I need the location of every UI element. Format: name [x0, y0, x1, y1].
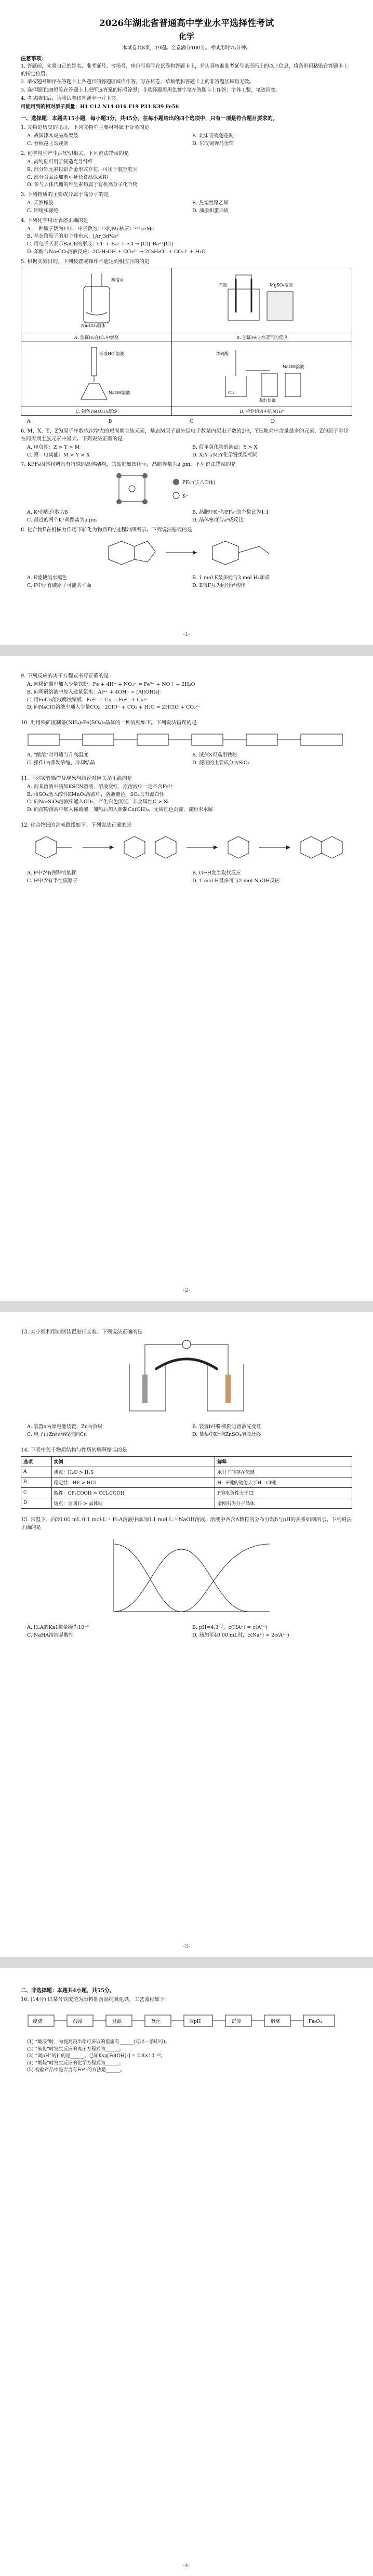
- flow-step: 废渣: [33, 2019, 43, 2025]
- cell-d: D. 检验溶液中的NH₄⁺: [172, 407, 352, 415]
- question-13: 13. 某小组利用如图装置进行实验。下列说法正确的是: [21, 1329, 143, 1335]
- exam-title: 2026年湖北省普通高中学业水平选择性考试: [99, 18, 274, 29]
- option: C. 向Na₂SiO₃溶液中通入CO₂，产生白色沉淀，非金属性C > Si: [27, 799, 169, 805]
- option: A. K⁺的配位数为8: [27, 509, 68, 516]
- label-hcl: 标准HCl溶液: [99, 351, 124, 357]
- legend-k: K⁺: [182, 494, 189, 500]
- page-number: -3-: [183, 1944, 190, 1950]
- label-conc-h2so4: 浓硫酸: [216, 351, 229, 357]
- q13-figure: [21, 1338, 352, 1421]
- atomic-masses: 可能用到的相对原子质量：H1 C12 N14 O16 F19 P31 K39 Fe56: [21, 103, 179, 110]
- notice-item: 2. 请按题号顺序在答题卡上各题目的答题区域内作答，写在试卷、草稿纸和答题卡上的非答题区域均无效。: [21, 79, 255, 85]
- table-cell: 熔点：金刚石 > 晶体硅: [51, 1498, 215, 1508]
- q8-figure: [21, 536, 352, 572]
- option: A. 高纯硅可用于制造光导纤维: [27, 159, 93, 165]
- cell-apparatus-diagram: [114, 1338, 259, 1421]
- option: A. 装置a为原电池装置，Zn为负极: [27, 1424, 103, 1430]
- question-14: 14. 下表中关于物质结构与性质的解释错误的是: [21, 1447, 127, 1453]
- option: B. 装置b中阳极附近溶液先变红: [192, 1424, 262, 1430]
- option: A. 向某溶液中滴加KSCN溶液，溶液变红，原溶液中一定不含Fe²⁺: [27, 783, 174, 790]
- label-cu: Cu: [228, 390, 234, 396]
- copper-acid-diagram: [215, 345, 309, 402]
- legend-pf6: PF₆⁻(正八面体): [182, 480, 216, 486]
- cell-a: A. 验证H₂在Cl₂中燃烧: [21, 333, 172, 342]
- option: B. G→H发生取代反应: [192, 870, 241, 876]
- option: D. X₂Y与M₂Y化学键类型相同: [192, 452, 258, 458]
- apparatus-a: [21, 268, 172, 333]
- option: B. 热塑性聚乙烯: [192, 200, 229, 206]
- page-number: -2-: [183, 1288, 190, 1293]
- table-cell: D: [21, 1498, 52, 1508]
- q16-part: (3) “调pH”的目的是______。已知Ksp[Fe(OH)₃] = 2.8×10⁻³⁹。: [27, 2054, 166, 2059]
- electrolysis-diagram: [218, 271, 306, 328]
- table-cell: A: [21, 1467, 52, 1477]
- option: B. 部分铝元素以铝合金形式存在，可用于航空航天: [27, 166, 138, 173]
- table-row: [21, 1467, 352, 1477]
- option: C. NaHA溶液显酸性: [27, 1632, 74, 1638]
- option: C. 电子由Zn经导线流向Cu: [27, 1431, 87, 1437]
- q10-flow: [21, 729, 352, 750]
- option: D. 苯酚与Na₂CO₃溶液反应：2C₆H₅OH + CO₃²⁻ → 2C₆H₅O⁻ + CO₂↑ + H₂O: [27, 249, 206, 255]
- label-naoh-d: NaOH溶液: [283, 364, 304, 370]
- flow-step: 氧化: [151, 2019, 161, 2025]
- table-cell: 酸性：CF₃COOH > CCl₃COOH: [51, 1487, 215, 1498]
- option: A. 天然橡胶: [27, 200, 54, 206]
- q16-part: (2) “氧化”时发生反应的离子方程式为______。: [27, 2046, 124, 2052]
- option: A. 一种质子数为115、中子数为173的Mc核素：²⁸⁸₁₁₅Mc: [27, 226, 154, 232]
- option: D. 东汉铜奔马金饰: [192, 141, 234, 147]
- question-9: 9. 下列反应的离子方程式书写正确的是: [21, 673, 109, 679]
- q12-options: [27, 870, 352, 885]
- cell-b: B. 验证Fe与水蒸气的反应: [172, 333, 352, 342]
- table-cell: 金刚石为分子晶体: [215, 1498, 352, 1508]
- option: A. F中含有两种官能团: [27, 870, 77, 876]
- option: C. 操作Ⅰ为蒸发浓缩、冷却结晶: [27, 760, 95, 766]
- molecule-conversion-diagram: [93, 536, 280, 572]
- table-header: 解释: [215, 1456, 352, 1467]
- label-distilled-water: 蒸馏水: [111, 278, 124, 283]
- table-row: [21, 1498, 352, 1508]
- cell-c: C. 制备Fe(OH)₂沉淀: [21, 407, 172, 415]
- notice-item: 4. 考试结束后，请将试卷和答题卡一并上交。: [21, 95, 121, 101]
- option: D. 盐桥中K⁺向ZnSO₄溶液迁移: [192, 1431, 261, 1437]
- table-cell: F的电负性大于Cl: [215, 1487, 352, 1498]
- question-5: 5. 根据实验目的，下列装置或操作不能达到相应目的的是: [21, 258, 150, 265]
- q3-options: [27, 200, 352, 215]
- page-number: -4-: [183, 2563, 190, 2569]
- flow-step: 酸浸: [73, 2019, 83, 2025]
- table-cell: 沸点：H₂O > H₂S: [51, 1467, 215, 1477]
- option: A. 电负性：Z > Y > M: [27, 444, 80, 450]
- table-cell: 稳定性：HF > HCl: [51, 1477, 215, 1487]
- page-number: -1-: [183, 632, 190, 637]
- question-7: 7. KPF₆固体材料具有特殊的晶体结构，其晶胞如图所示，晶胞参数为a pm。下列说法错误的是: [21, 462, 236, 468]
- option: B: [108, 418, 112, 424]
- option: C. 用FeCl₃溶液腐蚀铜板：Fe³⁺ + Cu = Fe²⁺ + Cu²⁺: [27, 697, 149, 703]
- option: C. 第一电离能：M > Y > X: [27, 452, 90, 458]
- option: D. 向NaClO溶液中通入少量CO₂：2ClO⁻ + CO₂ + H₂O = 2HClO + CO₃²⁻: [27, 704, 201, 711]
- question-15: 15. 常温下，向20.00 mL 0.1 mol·L⁻¹ H₂A溶液中滴加0.1 mol·L⁻¹ NaOH溶液，溶液中各含A微粒的分布分数δ与pH的关系如图所示。下列说法正确的是: [21, 1516, 352, 1531]
- notice-item: 3. 选择题用2B铅笔在答题卡上把所选答案的标号涂黑；非选择题用黑色签字笔在答题卡上作答；字体工整，笔迹清楚。: [21, 87, 281, 94]
- notice-heading: 注意事项：: [21, 56, 47, 62]
- flow-step: 调pH: [189, 2019, 201, 2025]
- q7-options: [27, 509, 352, 524]
- option: C: [190, 418, 194, 424]
- option: A. “酸溶”时可适当升高温度: [27, 752, 88, 759]
- q1-options: [27, 133, 352, 148]
- q8-options: [27, 574, 352, 590]
- page-3: [0, 1312, 373, 1957]
- option: C. F中所有碳原子可能共平面: [27, 582, 92, 589]
- flow-step: 煅烧: [271, 2019, 281, 2025]
- question-4: 4. 下列化学用语表述正确的是: [21, 217, 89, 224]
- table-cell: C: [21, 1487, 52, 1498]
- label-pinred: 品红溶液: [259, 398, 276, 402]
- distribution-curve-diagram: [93, 1534, 280, 1622]
- q15-options: [27, 1624, 352, 1639]
- process-flow-diagram: [25, 729, 348, 750]
- table-cell: H—F键的键能大于H—Cl键: [215, 1477, 352, 1487]
- option: D: [271, 418, 275, 424]
- option: A. E能使溴水褪色: [27, 575, 67, 581]
- q10-options: [27, 752, 352, 767]
- synthesis-route-diagram: [25, 831, 348, 868]
- titration-diagram: [58, 345, 136, 402]
- option: B. 向明矾溶液中加入过量氨水：Al³⁺ + 4OH⁻ = [Al(OH)₄]⁻: [27, 689, 162, 695]
- q13-options: [27, 1423, 352, 1439]
- exam-subject: 化学: [178, 32, 194, 41]
- option: D. 参与人体代谢的维生素均属于有机高分子化合物: [27, 182, 138, 188]
- question-1: 1. 文物是历史的见证，下列文物中主要材料属于合金的是: [21, 125, 150, 131]
- page-2: [0, 656, 373, 1301]
- option: B. 晶胞中K⁺与PF₆⁻的个数比为1:1: [192, 509, 269, 516]
- label-naoh: NaOH溶液: [108, 390, 130, 396]
- question-11: 11. 下列实验操作及现象与结论对应关系正确的是: [21, 775, 132, 781]
- question-12: 12. 化合物H的合成路线如下。下列说法正确的是: [21, 822, 132, 828]
- label-na2co3: Na₂CO₃固体: [81, 323, 105, 329]
- label-graphite: 石墨: [219, 283, 228, 288]
- q5-apparatus-table: [21, 268, 352, 416]
- question-2: 2. 化学与生产生活密切相关，下列说法错误的是: [21, 150, 129, 156]
- option: B. pH=4.3时，c(HA⁻) = c(A²⁻): [192, 1625, 268, 1631]
- option: B. 1 mol E最多能与3 mol H₂加成: [192, 575, 270, 581]
- question-6: 6. M、X、Y、Z为原子序数依次增大的短周期主族元素，基态M原子最外层电子数是内层电子数的2倍，Y是地壳中含量最多的元素，Z的原子半径在同周期主族元素中最大。下列说法正确的是: [21, 428, 349, 442]
- question-8: 8. 化合物E在机械力作用下转化为物质F的过程如图所示。下列说法错误的是: [21, 527, 193, 533]
- q16-part: (1) “酸浸”时，为提高浸出率可采取的措施有______(写出一条即可)。: [27, 2039, 170, 2045]
- flow-step: 过滤: [112, 2019, 122, 2025]
- q6-options: [27, 444, 352, 459]
- question-10: 10. 利用铁矿渣制备(NH₄)₂Fe(SO₄)₂晶体的一种流程如下。下列说法错误的是: [21, 720, 197, 726]
- section-1-heading: 一、选择题：本题共15小题，每小题3分，共45分。在每小题给出的四个选项中，只有一项是符合题目要求的。: [21, 116, 278, 122]
- option: A. 战国漆木虎座鸟架鼓: [27, 133, 78, 139]
- option: D. 滴加至40.00 mL时，c(Na⁺) = 2c(A²⁻): [192, 1632, 289, 1638]
- exam-meta: 本试卷共8页，19题。全卷满分100分。考试用时75分钟。: [122, 45, 251, 51]
- option: A. H₂A的Ka1数量级为10⁻²: [27, 1625, 89, 1631]
- notice-item: 1. 答题前，先将自己的姓名、准考证号、考场号、座位号填写在试卷和答题卡上，并认真核准准考证号条形码上的以上信息，将条形码粘贴在答题卡上的指定位置。: [21, 63, 348, 77]
- page-4: [0, 1968, 373, 2576]
- option: B. 基态铬原子的电子排布式：[Ar]3d⁴4s²: [27, 233, 119, 240]
- option: D. 晶体密度与a³成反比: [192, 517, 244, 524]
- q16-part: (4) “煅烧”时发生反应的化学方程式为______。: [27, 2060, 124, 2066]
- option: A. 向稀硝酸中加入少量铁粉：Fe + 4H⁺ + NO₃⁻ = Fe³⁺ + NO↑ + 2H₂O: [27, 682, 195, 688]
- option: D. 1 mol H最多可与2 mol NaOH反应: [192, 878, 280, 884]
- q15-figure: [21, 1534, 352, 1622]
- question-16: 16. (14分) 以某含铁废渣为原料制备高纯氧化铁，工艺流程如下：: [21, 1997, 170, 2003]
- q14-table: [21, 1456, 352, 1509]
- option: D. 滤渣的主要成分为SiO₂: [192, 760, 250, 766]
- option: C. 春秋越王勾践剑: [27, 141, 69, 147]
- table-row: [21, 1477, 352, 1487]
- table-cell: 水分子间存在氢键: [215, 1467, 352, 1477]
- option: B. 简单氢化物的沸点：Y > X: [192, 444, 258, 450]
- option: C. 部分食品添加剂可延长食品保质期: [27, 174, 108, 180]
- page-1: [0, 0, 373, 645]
- q12-figure: [21, 831, 352, 868]
- option: B. 北宋青瓷莲花碗: [192, 133, 234, 139]
- option: C. H中含有手性碳原子: [27, 878, 78, 884]
- option: C. 用电子式表示BaCl₂的形成：Cl· + Ba· + ·Cl → [Cl]⁻Ba²⁺[Cl]⁻: [27, 241, 176, 247]
- section-2-heading: 二、非选择题：本题共4小题，共55分。: [21, 1988, 115, 1994]
- option: C. 最近的两个K⁺间距离为a pm: [27, 517, 97, 524]
- table-cell: B: [21, 1477, 52, 1487]
- option: B. 试剂X可选用铁粉: [192, 752, 237, 759]
- q16-part: (5) 检验产品中是否含有Fe²⁺的方法是______。: [27, 2068, 125, 2073]
- question-3: 3. 下列物质的主要成分属于高分子的是: [21, 191, 109, 198]
- option: D. E与F互为同分异构体: [192, 582, 246, 589]
- option: C. 锦纶和涤纶: [27, 207, 59, 214]
- crystal-cell-diagram: [109, 470, 264, 507]
- option: B. 将SO₂通入酸性KMnO₄溶液中，溶液褪色，SO₂具有漂白性: [27, 791, 165, 797]
- option: D. 向淀粉溶液中加入稀硫酸，加热后加入新制Cu(OH)₂，无砖红色沉淀，淀粉未水解: [27, 806, 213, 813]
- option: A: [27, 418, 31, 424]
- apparatus-c: [21, 342, 172, 407]
- apparatus-b: [172, 268, 352, 333]
- q16-flow: [21, 2006, 352, 2037]
- process-flow-diagram: [25, 2006, 348, 2037]
- table-header: 选项: [21, 1456, 52, 1467]
- table-row: [21, 1487, 352, 1498]
- label-mgso4: MgSO₄溶液: [270, 283, 293, 288]
- option: D. 油脂和蛋白质: [192, 207, 229, 214]
- gas-bottle-diagram: [60, 271, 133, 328]
- flow-step: 沉淀: [232, 2019, 242, 2025]
- q7-figure: [21, 470, 352, 507]
- q5-options: [27, 418, 352, 426]
- apparatus-d: [172, 342, 352, 407]
- flow-step: Fe₂O₃: [309, 2019, 322, 2025]
- table-header: 实例: [51, 1456, 215, 1467]
